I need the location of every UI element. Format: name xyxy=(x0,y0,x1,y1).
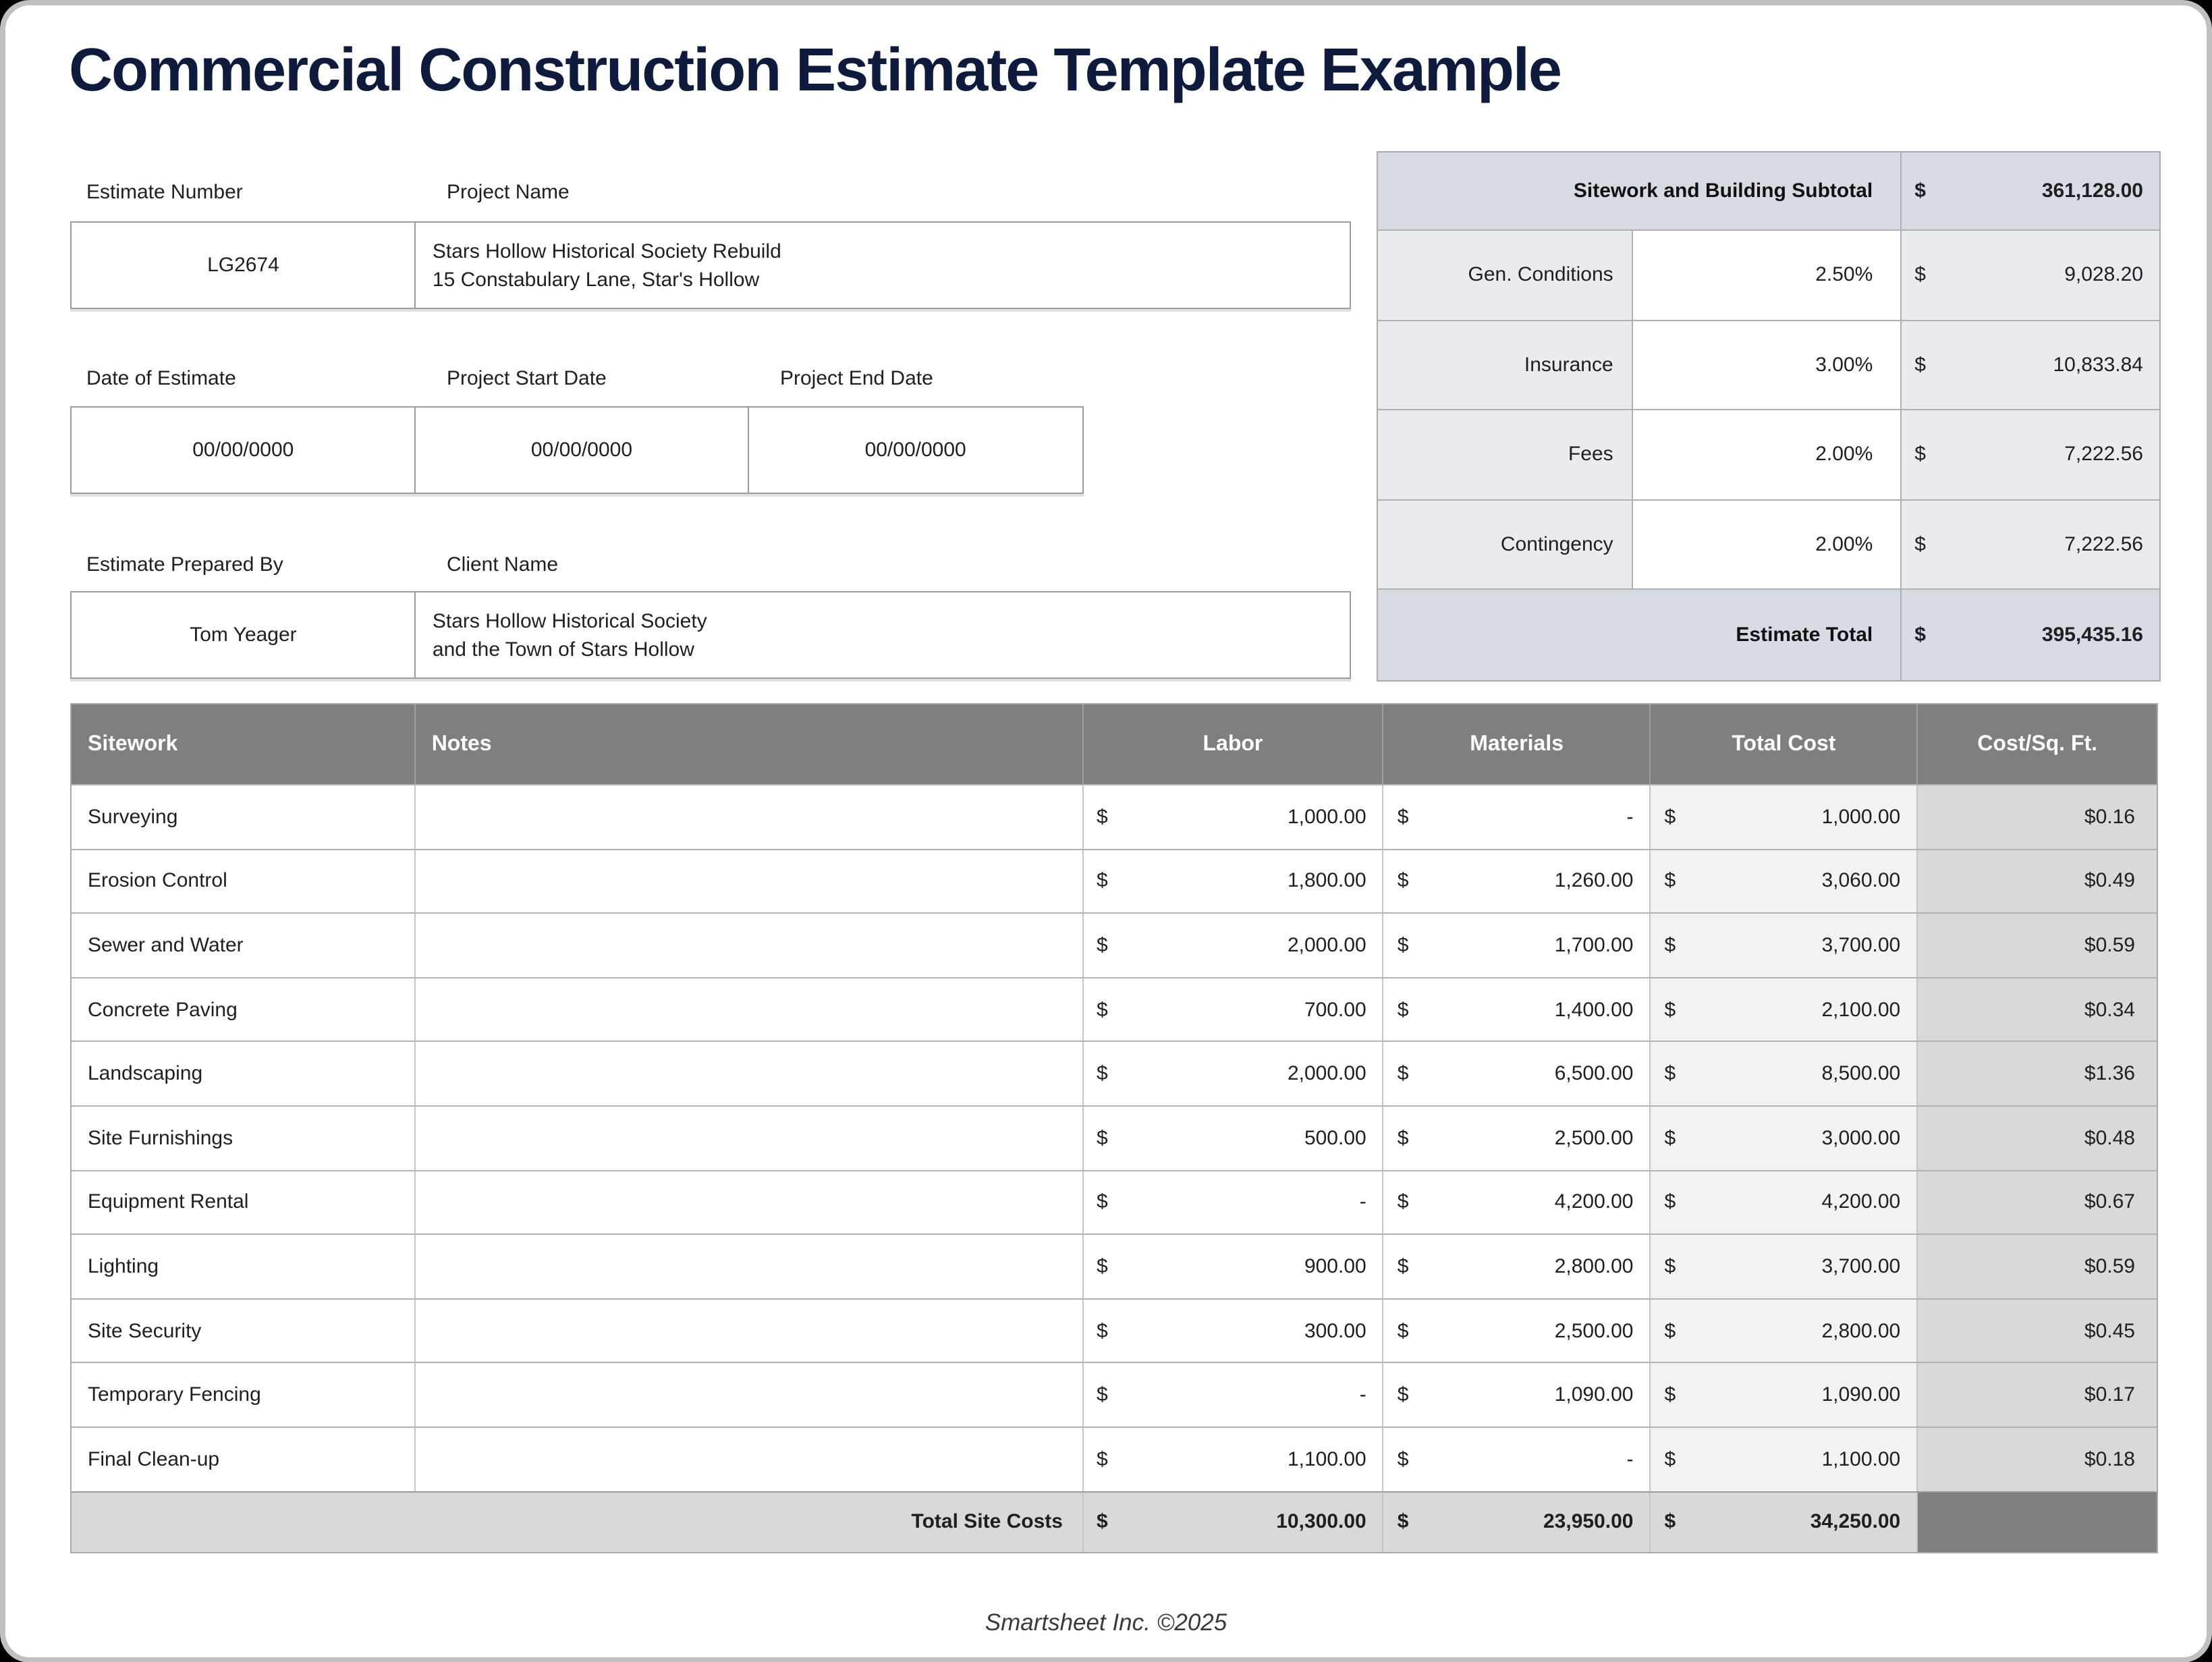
total-cost-cell xyxy=(1649,978,1916,1041)
column-header-sitework: Sitework xyxy=(72,704,414,784)
summary-row-label: Contingency xyxy=(1378,500,1632,588)
cost-sqft-cell: $0.17 xyxy=(1916,1364,2157,1426)
project-start-date-field[interactable] xyxy=(415,408,748,493)
project-end-date-field[interactable] xyxy=(747,408,1082,493)
project-start-date-label: Project Start Date xyxy=(447,367,607,390)
currency-symbol: $ xyxy=(1914,443,1926,466)
table-row xyxy=(72,1298,2157,1362)
notes-cell[interactable] xyxy=(414,1300,1082,1362)
table-row xyxy=(72,784,2157,848)
currency-symbol: $ xyxy=(1397,1190,1409,1214)
estimate-header-fields xyxy=(70,221,1351,309)
currency-symbol: $ xyxy=(1397,1510,1409,1534)
materials-amount: 1,700.00 xyxy=(1554,933,1634,957)
table-row xyxy=(72,912,2157,976)
estimate-summary-table xyxy=(1377,151,2161,682)
cost-sqft-cell: $0.16 xyxy=(1916,785,2157,848)
labor-amount: 300.00 xyxy=(1304,1319,1366,1343)
materials-amount: - xyxy=(1626,1447,1634,1471)
materials-cell[interactable] xyxy=(1383,785,1650,848)
estimate-prepared-by-label: Estimate Prepared By xyxy=(86,553,283,576)
currency-symbol: $ xyxy=(1097,805,1108,829)
total-cost-amount: 1,000.00 xyxy=(1821,805,1901,829)
estimate-total-amount: 395,435.16 xyxy=(2041,624,2143,646)
estimate-total-amount-cell xyxy=(1900,590,2159,680)
estimate-number-label: Estimate Number xyxy=(86,181,243,204)
total-labor-amount: 10,300.00 xyxy=(1276,1510,1366,1534)
labor-amount: - xyxy=(1359,1190,1366,1214)
sitework-item-cell[interactable]: Lighting xyxy=(72,1235,414,1298)
currency-symbol: $ xyxy=(1397,1447,1409,1471)
total-cost-cell xyxy=(1649,785,1916,848)
total-cost-cell xyxy=(1649,1235,1916,1298)
currency-symbol: $ xyxy=(1097,869,1108,893)
currency-symbol: $ xyxy=(1097,1190,1108,1214)
total-cost-sum-amount: 34,250.00 xyxy=(1810,1510,1901,1534)
table-row xyxy=(72,1426,2157,1491)
labor-cell[interactable] xyxy=(1082,1171,1383,1234)
labor-cell[interactable] xyxy=(1082,978,1383,1041)
total-cost-amount: 1,090.00 xyxy=(1821,1383,1901,1407)
client-name-label: Client Name xyxy=(447,553,559,576)
currency-symbol: $ xyxy=(1397,1062,1409,1086)
summary-header-amount-cell xyxy=(1900,153,2159,229)
currency-symbol: $ xyxy=(1097,1254,1108,1278)
estimate-total-label: Estimate Total xyxy=(1378,590,1900,680)
table-row xyxy=(72,848,2157,912)
table-row xyxy=(72,1169,2157,1234)
estimate-number-value: LG2674 xyxy=(207,254,279,277)
notes-cell[interactable] xyxy=(414,914,1082,976)
table-row xyxy=(72,1041,2157,1105)
summary-header-label: Sitework and Building Subtotal xyxy=(1378,153,1900,229)
currency-symbol: $ xyxy=(1097,933,1108,957)
labor-amount: 1,800.00 xyxy=(1287,869,1366,893)
total-cost-amount: 1,100.00 xyxy=(1821,1447,1901,1471)
labor-amount: 1,000.00 xyxy=(1287,805,1366,829)
materials-cell[interactable] xyxy=(1383,1364,1650,1426)
currency-symbol: $ xyxy=(1664,933,1676,957)
client-name-field[interactable] xyxy=(415,592,1350,677)
cost-sqft-cell: $0.59 xyxy=(1916,914,2157,976)
total-cost-amount: 2,800.00 xyxy=(1821,1319,1901,1343)
table-row xyxy=(72,977,2157,1041)
currency-symbol: $ xyxy=(1664,1319,1676,1343)
labor-cell[interactable] xyxy=(1082,1043,1383,1105)
prepared-by-fields xyxy=(70,591,1351,679)
labor-cell[interactable] xyxy=(1082,1428,1383,1491)
total-cost-amount: 4,200.00 xyxy=(1821,1190,1901,1214)
labor-amount: 700.00 xyxy=(1304,998,1366,1022)
materials-cell[interactable] xyxy=(1383,1107,1650,1169)
materials-cell[interactable] xyxy=(1383,1171,1650,1234)
labor-amount: 2,000.00 xyxy=(1287,1062,1366,1086)
labor-cell[interactable] xyxy=(1082,1300,1383,1362)
column-header-notes: Notes xyxy=(414,704,1082,784)
currency-symbol: $ xyxy=(1664,1254,1676,1278)
summary-row-contingency xyxy=(1378,499,2159,588)
labor-cell[interactable] xyxy=(1082,1235,1383,1298)
notes-cell[interactable] xyxy=(414,850,1082,912)
currency-symbol: $ xyxy=(1397,1126,1409,1150)
date-of-estimate-value: 00/00/0000 xyxy=(192,439,294,462)
date-of-estimate-label: Date of Estimate xyxy=(86,367,236,390)
currency-symbol: $ xyxy=(1664,1447,1676,1471)
currency-symbol: $ xyxy=(1914,532,1926,556)
currency-symbol: $ xyxy=(1397,998,1409,1022)
currency-symbol: $ xyxy=(1097,1319,1108,1343)
currency-symbol: $ xyxy=(1914,624,1926,646)
total-cost-cell xyxy=(1649,1364,1916,1426)
table-row xyxy=(72,1362,2157,1426)
copyright-footer: Smartsheet Inc. ©2025 xyxy=(985,1609,1227,1636)
date-of-estimate-field[interactable] xyxy=(72,408,415,493)
summary-amount: 7,222.56 xyxy=(2064,443,2143,466)
total-site-costs-row xyxy=(72,1491,2157,1552)
total-cost-amount: 3,700.00 xyxy=(1821,933,1901,957)
summary-amount: 7,222.56 xyxy=(2064,532,2143,556)
currency-symbol: $ xyxy=(1397,1254,1409,1278)
summary-header-amount: 361,128.00 xyxy=(2041,179,2143,202)
materials-amount: 4,200.00 xyxy=(1554,1190,1634,1214)
summary-percent-cell[interactable]: 2.00% xyxy=(1632,410,1900,499)
cost-sqft-cell: $0.49 xyxy=(1916,850,2157,912)
cost-sqft-cell: $0.67 xyxy=(1916,1171,2157,1234)
sitework-item-cell[interactable]: Temporary Fencing xyxy=(72,1364,414,1426)
summary-row-label: Gen. Conditions xyxy=(1378,231,1632,319)
sitework-item-cell[interactable]: Equipment Rental xyxy=(72,1171,414,1234)
project-name-field[interactable] xyxy=(415,223,1350,308)
materials-cell[interactable] xyxy=(1383,978,1650,1041)
currency-symbol: $ xyxy=(1397,805,1409,829)
summary-percent-cell[interactable]: 3.00% xyxy=(1632,321,1900,409)
currency-symbol: $ xyxy=(1914,353,1926,377)
summary-header-row xyxy=(1378,153,2159,229)
total-cost-cell xyxy=(1649,850,1916,912)
total-materials-cell xyxy=(1383,1492,1650,1552)
materials-amount: 1,260.00 xyxy=(1554,869,1634,893)
total-row-spacer-cell xyxy=(1916,1492,2157,1552)
labor-amount: 900.00 xyxy=(1304,1254,1366,1278)
summary-row-label: Fees xyxy=(1378,410,1632,499)
currency-symbol: $ xyxy=(1097,1062,1108,1086)
project-start-date-value: 00/00/0000 xyxy=(530,439,633,462)
notes-cell[interactable] xyxy=(414,1171,1082,1234)
project-name-line1: Stars Hollow Historical Society Rebuild xyxy=(432,240,781,262)
notes-cell[interactable] xyxy=(414,978,1082,1041)
notes-cell[interactable] xyxy=(414,1428,1082,1491)
cost-sqft-cell: $0.34 xyxy=(1916,978,2157,1041)
sitework-item-cell[interactable]: Erosion Control xyxy=(72,850,414,912)
column-header-materials: Materials xyxy=(1383,704,1650,784)
materials-amount: 6,500.00 xyxy=(1554,1062,1634,1086)
sitework-item-cell[interactable]: Sewer and Water xyxy=(72,914,414,976)
estimate-number-field[interactable] xyxy=(72,223,415,308)
summary-row-insurance xyxy=(1378,319,2159,409)
sitework-item-cell[interactable]: Landscaping xyxy=(72,1043,414,1105)
materials-amount: - xyxy=(1626,805,1634,829)
currency-symbol: $ xyxy=(1914,179,1926,202)
notes-cell[interactable] xyxy=(414,1364,1082,1426)
estimate-total-row xyxy=(1378,588,2159,680)
labor-cell[interactable] xyxy=(1082,850,1383,912)
materials-cell[interactable] xyxy=(1383,914,1650,976)
summary-amount: 10,833.84 xyxy=(2053,353,2143,377)
sitework-item-cell[interactable]: Concrete Paving xyxy=(72,978,414,1041)
currency-symbol: $ xyxy=(1097,1383,1108,1407)
cost-sqft-cell: $0.48 xyxy=(1916,1107,2157,1169)
project-end-date-value: 00/00/0000 xyxy=(864,439,966,462)
materials-cell[interactable] xyxy=(1383,1300,1650,1362)
currency-symbol: $ xyxy=(1664,1126,1676,1150)
materials-cell[interactable] xyxy=(1383,1428,1650,1491)
total-cost-amount: 3,700.00 xyxy=(1821,1254,1901,1278)
total-site-costs-label: Total Site Costs xyxy=(72,1492,1082,1552)
project-name-line2: 15 Constabulary Lane, Star's Hollow xyxy=(432,268,760,291)
total-cost-cell xyxy=(1649,1107,1916,1169)
currency-symbol: $ xyxy=(1664,1062,1676,1086)
notes-cell[interactable] xyxy=(414,1235,1082,1298)
summary-row-fees xyxy=(1378,409,2159,499)
notes-cell[interactable] xyxy=(414,785,1082,848)
total-cost-amount: 3,000.00 xyxy=(1821,1126,1901,1150)
currency-symbol: $ xyxy=(1664,998,1676,1022)
materials-amount: 2,500.00 xyxy=(1554,1126,1634,1150)
cost-sqft-cell: $0.45 xyxy=(1916,1300,2157,1362)
labor-amount: 2,000.00 xyxy=(1287,933,1366,957)
total-cost-cell xyxy=(1649,1171,1916,1234)
cost-sqft-cell: $0.59 xyxy=(1916,1235,2157,1298)
client-name-line2: and the Town of Stars Hollow xyxy=(432,638,694,661)
labor-cell[interactable] xyxy=(1082,1107,1383,1169)
cost-sqft-cell: $0.18 xyxy=(1916,1428,2157,1491)
summary-amount: 9,028.20 xyxy=(2064,263,2143,287)
sitework-table-header xyxy=(72,704,2157,784)
sitework-item-cell[interactable]: Surveying xyxy=(72,785,414,848)
currency-symbol: $ xyxy=(1097,1447,1108,1471)
summary-amount-cell xyxy=(1900,500,2159,588)
summary-amount-cell xyxy=(1900,410,2159,499)
sitework-item-cell[interactable]: Site Furnishings xyxy=(72,1107,414,1169)
labor-cell[interactable] xyxy=(1082,914,1383,976)
labor-amount: 1,100.00 xyxy=(1287,1447,1366,1471)
column-header-cost-sqft: Cost/Sq. Ft. xyxy=(1916,704,2157,784)
summary-percent-cell[interactable]: 2.50% xyxy=(1632,231,1900,319)
materials-cell[interactable] xyxy=(1383,1043,1650,1105)
total-materials-amount: 23,950.00 xyxy=(1543,1510,1634,1534)
currency-symbol: $ xyxy=(1397,933,1409,957)
labor-cell[interactable] xyxy=(1082,1364,1383,1426)
total-cost-sum-cell xyxy=(1649,1492,1916,1552)
project-end-date-label: Project End Date xyxy=(780,367,933,390)
currency-symbol: $ xyxy=(1097,1510,1108,1534)
notes-cell[interactable] xyxy=(414,1043,1082,1105)
cost-sqft-cell: $1.36 xyxy=(1916,1043,2157,1105)
total-cost-cell xyxy=(1649,1043,1916,1105)
summary-row-gen-conditions xyxy=(1378,229,2159,319)
currency-symbol: $ xyxy=(1664,1383,1676,1407)
labor-amount: - xyxy=(1359,1383,1366,1407)
sitework-table xyxy=(70,703,2158,1553)
total-cost-cell xyxy=(1649,1428,1916,1491)
notes-cell[interactable] xyxy=(414,1107,1082,1169)
sitework-item-cell[interactable]: Site Security xyxy=(72,1300,414,1362)
total-cost-amount: 3,060.00 xyxy=(1821,869,1901,893)
total-labor-cell xyxy=(1082,1492,1383,1552)
table-row xyxy=(72,1234,2157,1298)
currency-symbol: $ xyxy=(1664,1510,1676,1534)
summary-amount-cell xyxy=(1900,321,2159,409)
materials-amount: 1,400.00 xyxy=(1554,998,1634,1022)
currency-symbol: $ xyxy=(1397,869,1409,893)
currency-symbol: $ xyxy=(1397,1383,1409,1407)
prepared-by-value: Tom Yeager xyxy=(190,624,297,646)
table-row xyxy=(72,1105,2157,1169)
materials-cell[interactable] xyxy=(1383,850,1650,912)
prepared-by-field[interactable] xyxy=(72,592,415,677)
currency-symbol: $ xyxy=(1914,263,1926,287)
materials-cell[interactable] xyxy=(1383,1235,1650,1298)
materials-amount: 2,500.00 xyxy=(1554,1319,1634,1343)
summary-percent-cell[interactable]: 2.00% xyxy=(1632,500,1900,588)
labor-amount: 500.00 xyxy=(1304,1126,1366,1150)
currency-symbol: $ xyxy=(1397,1319,1409,1343)
total-cost-amount: 2,100.00 xyxy=(1821,998,1901,1022)
summary-row-label: Insurance xyxy=(1378,321,1632,409)
summary-amount-cell xyxy=(1900,231,2159,319)
currency-symbol: $ xyxy=(1664,805,1676,829)
materials-amount: 2,800.00 xyxy=(1554,1254,1634,1278)
materials-amount: 1,090.00 xyxy=(1554,1383,1634,1407)
sitework-item-cell[interactable]: Final Clean-up xyxy=(72,1428,414,1491)
client-name-line1: Stars Hollow Historical Society xyxy=(432,609,707,632)
column-header-labor: Labor xyxy=(1082,704,1383,784)
currency-symbol: $ xyxy=(1664,1190,1676,1214)
total-cost-cell xyxy=(1649,1300,1916,1362)
currency-symbol: $ xyxy=(1097,998,1108,1022)
total-cost-amount: 8,500.00 xyxy=(1821,1062,1901,1086)
currency-symbol: $ xyxy=(1664,869,1676,893)
currency-symbol: $ xyxy=(1097,1126,1108,1150)
labor-cell[interactable] xyxy=(1082,785,1383,848)
project-name-label: Project Name xyxy=(447,181,570,204)
page-title: Commercial Construction Estimate Template Example xyxy=(69,35,1561,104)
date-fields xyxy=(70,406,1084,494)
total-cost-cell xyxy=(1649,914,1916,976)
column-header-total-cost: Total Cost xyxy=(1650,704,1917,784)
